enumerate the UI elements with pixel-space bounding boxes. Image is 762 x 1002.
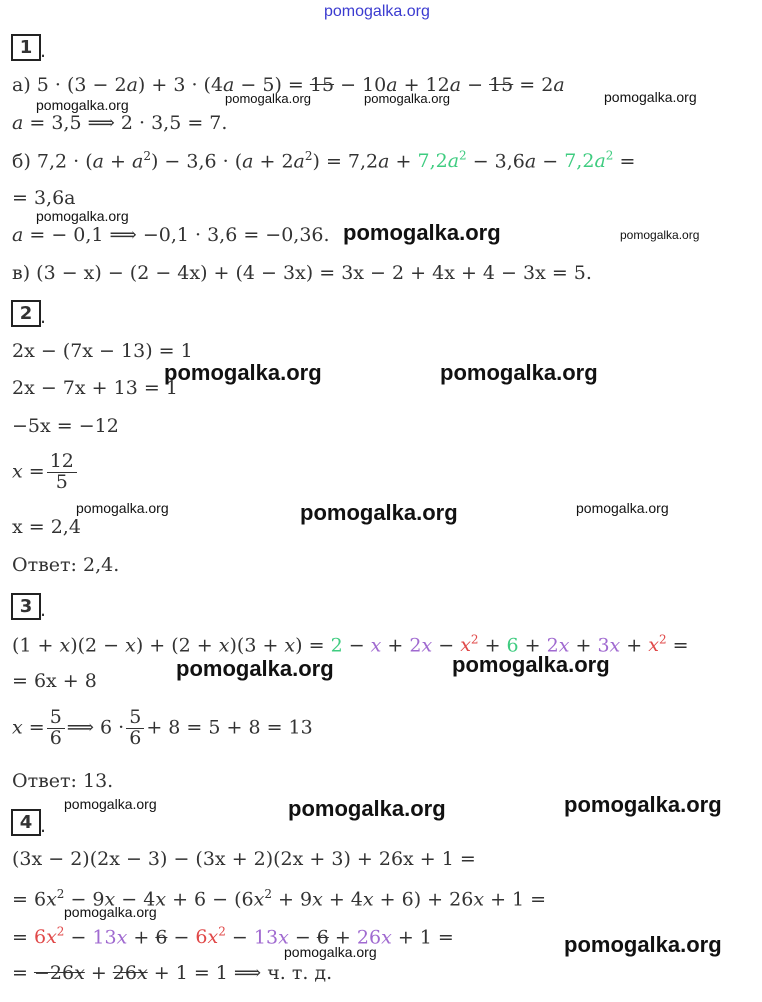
task-dot-1: . [40, 40, 47, 62]
task1-line-b: б) $7,2 \cdot (a + a^2) - 3,6 \cdot (a + 2a^2) = 7,2a + 7,2a^2 - 3,6a - 7,2a^2$ = [12, 149, 636, 173]
task4-line-4: = −26x + 26x + 1 = 1 ⟹ ч. т. д. [12, 962, 333, 984]
task-number-box-3: 3 [11, 593, 41, 620]
task1-line-v: в) (3 − x) − (2 − 4x) + (4 − 3x) = 3x − 2 + 4x + 4 − 3x = 5. [12, 262, 592, 284]
task-number-box-1: 1 [11, 34, 41, 61]
watermark: pomogalka.org [620, 228, 700, 242]
task-number-box-2: 2 [11, 300, 41, 327]
task3-answer: Ответ: 13. [12, 770, 114, 792]
task2-frac-den: 5 [55, 470, 68, 493]
task2-frac-num: 12 [47, 452, 77, 473]
watermark: pomogalka.org [452, 652, 610, 677]
task2-line-5: x = 2,4 [12, 516, 81, 538]
task2-line-3: −5x = −12 [12, 415, 119, 437]
watermark: pomogalka.org [64, 796, 157, 812]
task-number-box-4: 4 [11, 809, 41, 836]
task-dot-2: . [40, 306, 47, 328]
task3-frac-den-1: 6 [49, 726, 62, 749]
task1-line-b2: = 3,6a [12, 187, 76, 209]
watermark: pomogalka.org [225, 91, 311, 106]
watermark: pomogalka.org [176, 656, 334, 681]
watermark: pomogalka.org [576, 500, 669, 516]
task3-line-3: x = $\frac{5}{6}$ ⟹ 6 · $\frac{5}{6}$ + 8 = 5 + 8 = 13 [12, 706, 313, 749]
task3-frac-den-2: 6 [129, 726, 142, 749]
task2-line-2: 2x − 7x + 13 = 1 [12, 377, 178, 399]
watermark: pomogalka.org [164, 360, 322, 385]
task2-line-1: 2x − (7x − 13) = 1 [12, 340, 193, 362]
watermark: pomogalka.org [564, 932, 722, 957]
task-dot-3: . [40, 599, 47, 621]
watermark: pomogalka.org [284, 944, 377, 960]
watermark: pomogalka.org [76, 500, 169, 516]
task3-frac-num-2: 5 [126, 708, 144, 729]
watermark: pomogalka.org [364, 91, 450, 106]
task1-line-b3: a = − 0,1 ⟹ −0,1 · 3,6 = −0,36. [12, 224, 330, 246]
task2-answer: Ответ: 2,4. [12, 554, 120, 576]
task4-line-2: = $6x^2 - 9x - 4x + 6 - (6x^2 + 9x + 4x + 6) + 26x + 1$ = [12, 887, 547, 911]
task1-line-a2: a = 3,5 ⟹ 2 · 3,5 = 7. [12, 112, 228, 134]
task3-line-1: $(1 + x)(2 - x) + (2 + x)(3 + x) = 2 - x + 2x - x^2 + 6 + 2x + 3x + x^2$ = [12, 633, 689, 657]
watermark: pomogalka.org [36, 208, 129, 224]
task3-frac-num-1: 5 [47, 708, 65, 729]
watermark: pomogalka.org [604, 89, 697, 105]
watermark: pomogalka.org [300, 500, 458, 525]
watermark: pomogalka.org [564, 792, 722, 817]
watermark: pomogalka.org [343, 220, 501, 245]
watermark: pomogalka.org [288, 796, 446, 821]
task2-line-4: x = $\frac{12}{5}$ [12, 452, 79, 493]
watermark: pomogalka.org [36, 97, 129, 113]
task4-line-3: = $6x^2 - 13x + 6 - 6x^2 - 13x - 6 + 26x + 1$ = [12, 925, 454, 949]
watermark: pomogalka.org [64, 904, 157, 920]
watermark: pomogalka.org [440, 360, 598, 385]
task3-line-2: = 6x + 8 [12, 670, 97, 692]
task1-line-a: а) 5 · (3 − 2a) + 3 · (4a − 5) = 15 − 10a + 12a − 15 = 2a [12, 74, 565, 96]
task4-line-1: (3x − 2)(2x − 3) − (3x + 2)(2x + 3) + 26x + 1 = [12, 848, 476, 870]
watermark-top: pomogalka.org [324, 3, 430, 20]
task-dot-4: . [40, 815, 47, 837]
